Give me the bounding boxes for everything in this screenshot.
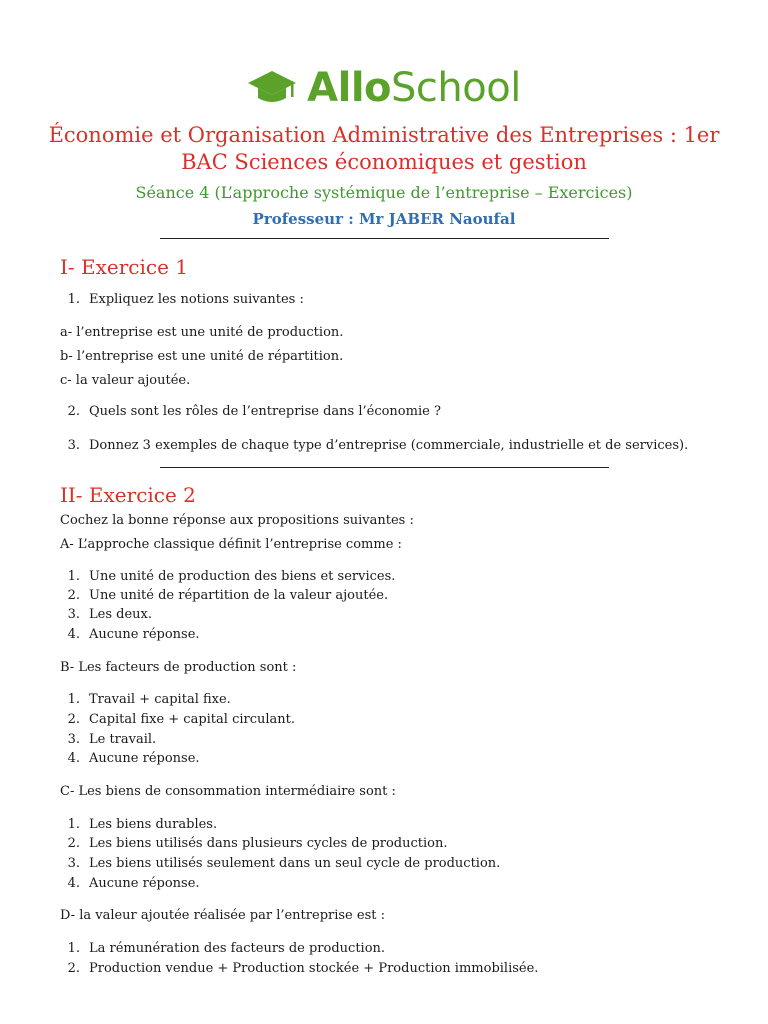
exercise-2-heading: II- Exercice 2 xyxy=(60,483,196,507)
option-text: Production vendue + Production stockée + Production immobilisée. xyxy=(89,961,539,976)
option-text: Les biens utilisés dans plusieurs cycles de production. xyxy=(89,836,448,851)
list-number: 1. xyxy=(67,817,80,832)
list-number: 1. xyxy=(67,569,80,584)
option-text: Les biens durables. xyxy=(89,817,218,832)
notion-item: b- l’entreprise est une unité de répartition. xyxy=(60,349,344,364)
list-number: 2. xyxy=(67,836,80,851)
page-subtitle: Séance 4 (L’approche systémique de l’entreprise – Exercices) xyxy=(135,183,633,202)
list-number: 2. xyxy=(67,961,80,976)
option-text: La rémunération des facteurs de production. xyxy=(89,941,386,956)
notion-item: c- la valeur ajoutée. xyxy=(60,373,191,388)
option-text: Aucune réponse. xyxy=(89,876,200,891)
list-number: 3. xyxy=(67,732,80,747)
divider xyxy=(160,467,609,468)
option-text: Le travail. xyxy=(89,732,157,747)
question-text: Donnez 3 exemples de chaque type d’entreprise (commerciale, industrielle et de services). xyxy=(89,438,689,453)
list-number: 1. xyxy=(67,941,80,956)
option-text: Travail + capital fixe. xyxy=(89,692,231,707)
question-c-label: C- Les biens de consommation intermédiaire sont : xyxy=(60,784,396,799)
exercise-1-heading: I- Exercice 1 xyxy=(60,255,189,279)
list-number: 1. xyxy=(67,692,80,707)
list-number: 3. xyxy=(67,856,80,871)
divider xyxy=(160,238,609,239)
question-text: Quels sont les rôles de l’entreprise dans l’économie ? xyxy=(89,404,441,419)
notion-item: a- l’entreprise est une unité de production. xyxy=(60,325,344,340)
list-number: 4. xyxy=(67,751,80,766)
option-text: Les biens utilisés seulement dans un seul cycle de production. xyxy=(89,856,501,871)
option-text: Aucune réponse. xyxy=(89,751,200,766)
professor-name: Professeur : Mr JABER Naoufal xyxy=(252,210,516,228)
list-number: 1. xyxy=(67,292,80,307)
option-text: Aucune réponse. xyxy=(89,627,200,642)
question-a-label: A- L’approche classique définit l’entreprise comme : xyxy=(60,537,402,552)
list-number: 3. xyxy=(67,438,80,453)
list-number: 4. xyxy=(67,876,80,891)
list-number: 3. xyxy=(67,607,80,622)
brand-name xyxy=(307,64,521,112)
list-number: 2. xyxy=(67,404,80,419)
option-text: Une unité de production des biens et services. xyxy=(89,569,396,584)
option-text: Capital fixe + capital circulant. xyxy=(89,712,296,727)
alloschool-logo[interactable] xyxy=(0,64,768,112)
graduation-cap-icon xyxy=(247,68,297,108)
list-number: 2. xyxy=(67,712,80,727)
option-text: Les deux. xyxy=(89,607,152,622)
list-number: 2. xyxy=(67,588,80,603)
list-number: 4. xyxy=(67,627,80,642)
brand-name-bold: Allo xyxy=(307,65,392,111)
question-text: Expliquez les notions suivantes : xyxy=(89,292,304,307)
exercise-2-intro: Cochez la bonne réponse aux propositions suivantes : xyxy=(60,513,414,528)
brand-name-rest: School xyxy=(391,65,521,111)
question-d-label: D- la valeur ajoutée réalisée par l’entreprise est : xyxy=(60,908,385,923)
question-b-label: B- Les facteurs de production sont : xyxy=(60,660,297,675)
option-text: Une unité de répartition de la valeur ajoutée. xyxy=(89,588,389,603)
page-title: Économie et Organisation Administrative des Entreprises : 1er BAC Sciences économiques et gestion xyxy=(48,123,720,174)
